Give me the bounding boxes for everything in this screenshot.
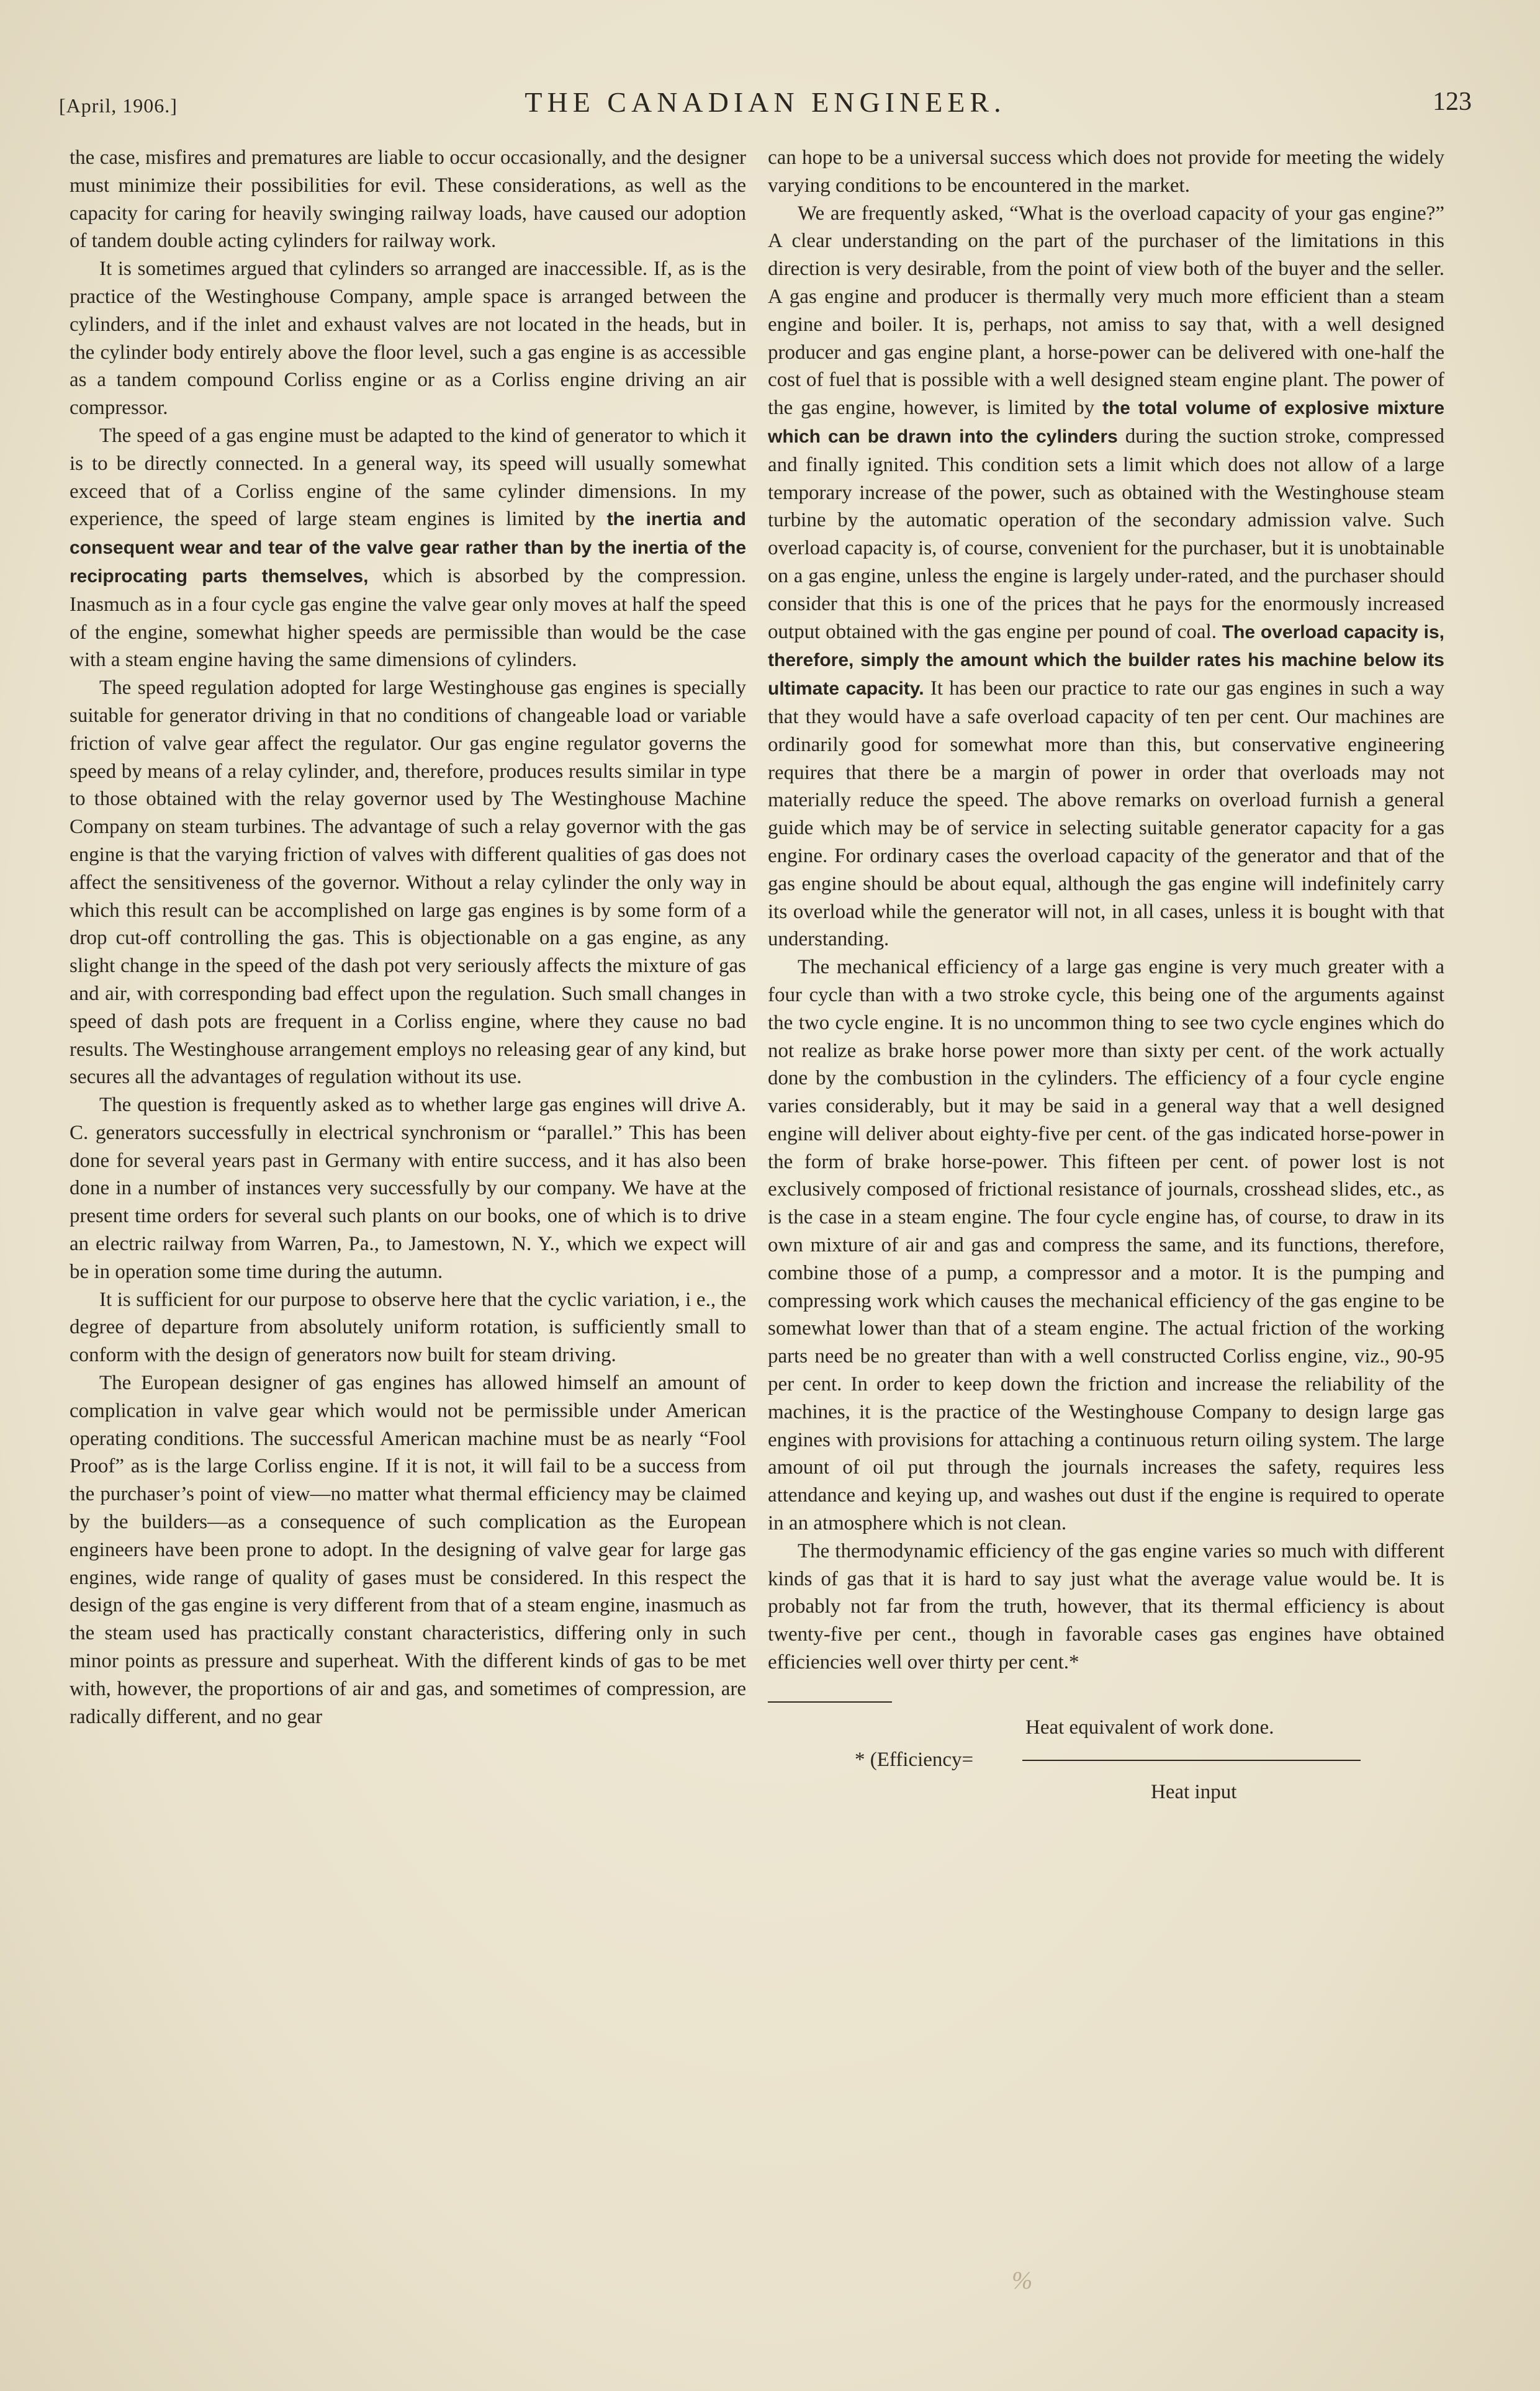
paragraph-text: It has been our practice to rate our gas engines in such a way that they would have a safe overload capacity of ten per cent. Our machines are ordinarily good for somewhat more than this, but conservative engineering requires that there be a margin of power in order that overloads may not materially reduce the speed. The above remarks on overload furnish a general guide which may be of service in selecting suitable generator capacity for a gas engine. For ordinary cases the overload capacity of the generator and that of the gas engine should be about equal, although the gas engine will indefinitely carry its overload while the generator will not, in all cases, unless it is bought with that understanding. <box>768 677 1445 951</box>
paragraph <box>768 200 1444 954</box>
paragraph <box>70 1369 746 1731</box>
footnote <box>768 1709 1444 1802</box>
paragraph <box>70 422 746 674</box>
bold-emphasis: the inertia and consequent wear and tear of the valve gear rather than by the inertia of the reciprocating parts themselves, <box>70 509 746 587</box>
paragraph-text: during the suction stroke, compressed and finally ignited. This condition sets a limit which does not allow of a large temporary increase of the power, such as obtained with the Westinghouse steam turbine by the automatic operation of the secondary admission valve. Such overload capacity is, of course, convenient for the purchaser, but it is unobtainable on a gas engine, unless the engine is largely under-rated, and the purchaser should consider that this is one of the prices that he pays for the enormously increased output obtained with the gas engine per pound of coal. <box>768 425 1444 643</box>
paragraph-text: can hope to be a universal success which does not provide for meeting the widely varying conditions to be encountered in the market. <box>768 146 1444 197</box>
right-column <box>768 144 1444 1802</box>
paragraph-text: the case, misfires and prematures are liable to occur occasionally, and the designer must minimize their possibilities for evil. These considerations, as well as the capacity for caring for heavily swinging railway loads, have caused our adoption of tandem double acting cylinders for railway work. <box>70 146 746 253</box>
footnote-label: * (Efficiency= <box>855 1748 974 1771</box>
running-header <box>59 86 1472 125</box>
fraction-bar <box>1022 1760 1361 1761</box>
paragraph <box>70 1091 746 1286</box>
paragraph <box>70 1286 746 1369</box>
ink-smudge: % <box>1012 2266 1033 2294</box>
paragraph-text: We are frequently asked, “What is the overload capacity of your gas engine?” A clear understanding on the part of the purchaser of the limitations in this direction is very desirable, from the point of view both of the buyer and the seller. A gas engine and producer is thermally very much more efficient than a steam engine and boiler. It is, perhaps, not amiss to say that, with a well designed producer and gas engine plant, a horse-power can be delivered with one-half the cost of fuel that is possible with a well designed steam engine plant. The power of the gas engine, however, is limited by <box>768 202 1444 420</box>
page-number: 123 <box>1433 88 1472 116</box>
paragraph-text: It is sufficient for our purpose to observe here that the cyclic variation, i e., the degree of departure from absolutely uniform rotation, is sufficiently small to conform with the design of generators now built for steam driving. <box>70 1288 746 1367</box>
issue-date: [April, 1906.] <box>59 94 178 117</box>
paragraph-text: The speed regulation adopted for large Westinghouse gas engines is specially suitable for generator driving in that no conditions of changeable load or variable friction of valve gear affect the regulator. Our gas engine regulator governs the speed by means of a relay cylinder, and, therefore, produces results similar in type to those obtained with the relay governor used by The Westinghouse Machine Company on steam turbines. The advantage of such a relay governor with the gas engine is that the varying friction of valves with different qualities of gas does not affect the sensitiveness of the governor. Without a relay cylinder the only way in which this result can be accomplished on large gas engines is by some form of a drop cut-off controlling the gas. This is objectionable on a gas engine, as any slight change in the speed of the dash pot very seriously affects the mixture of gas and air, with corresponding bad effect upon the regulation. Such small changes in speed of dash pots are frequent in a Corliss engine, where they cause no bad results. The Westinghouse arrangement employs no releasing gear of any kind, but secures all the advantages of regulation without its use. <box>70 677 746 1089</box>
paragraph-text: The mechanical efficiency of a large gas engine is very much greater with a four cycle than with a two stroke cycle, this being one of the arguments against the two cycle engine. It is no uncommon thing to see two cycle engines which do not realize as brake horse power more than sixty per cent. of the work actually done by the combustion in the cylinders. The efficiency of a four cycle engine varies considerably, but it may be said in a general way that a well designed engine will deliver about eighty-five per cent. of the gas indicated horse-power in the form of brake horse-power. This fifteen per cent. of power lost is not exclusively composed of frictional resistance of journals, crosshead slides, etc., as is the case in a steam engine. The four cycle engine has, of course, to draw in its own mixture of air and gas and compress the same, and its functions, therefore, combine those of a pump, a compressor and a motor. It is the pumping and compressing work which causes the mechanical efficiency of the gas engine to be somewhat lower than that of a steam engine. The actual friction of the working parts need be no greater than with a well constructed Corliss engine, viz., 90-95 per cent. In order to keep down the friction and increase the reliability of the machines, it is the practice of the Westinghouse Company to design large gas engines with provisions for attaching a continuous return oiling system. The large amount of oil put through the journals increases the safety, requires less attendance and keying up, and washes out dust if the engine is required to operate in an atmosphere which is not clean. <box>768 956 1444 1535</box>
paragraph <box>768 144 1444 200</box>
paragraph <box>768 1538 1444 1677</box>
footnote-numerator: Heat equivalent of work done. <box>1025 1716 1274 1739</box>
paragraph-text: The speed of a gas engine must be adapted to the kind of generator to which it is to be directly connected. In a general way, its speed will usually somewhat exceed that of a Corliss engine of the same cylinder dimensions. In my experience, the speed of large steam engines is limited by <box>70 424 746 531</box>
journal-title: THE CANADIAN ENGINEER. <box>525 86 1006 118</box>
paragraph <box>70 674 746 1091</box>
paragraph <box>70 144 746 255</box>
paragraph-text: It is sometimes argued that cylinders so arranged are inaccessible. If, as is the practice of the Westinghouse Company, ample space is arranged between the cylinders, and if the inlet and exhaust valves are not located in the heads, but in the cylinder body entirely above the floor level, such a gas engine is as accessible as a tandem compound Corliss engine or as a Corliss engine driving an air compressor. <box>70 258 746 420</box>
footnote-rule <box>768 1701 892 1703</box>
paragraph <box>70 255 746 422</box>
footnote-denominator: Heat input <box>1151 1780 1237 1803</box>
paragraph-text: The European designer of gas engines has allowed himself an amount of complication in valve gear which would not be permissible under American operating conditions. The successful American machine must be as nearly “Fool Proof” as is the large Corliss engine. If it is not, it will fail to be a success from the purchaser’s point of view—no matter what thermal efficiency may be claimed by the builders—as a consequence of such complication as the European engineers have been prone to adopt. In the designing of valve gear for large gas engines, wide range of quality of gases must be considered. In this respect the design of the gas engine is very different from that of a steam engine, inasmuch as the steam used has practically constant characteristics, differing only in such minor points as pressure and superheat. With the different kinds of gas to be met with, however, the proportions of air and gas, and sometimes of compression, are radically different, and no gear <box>70 1372 746 1728</box>
left-column <box>70 144 746 1731</box>
paragraph-text: The question is frequently asked as to whether large gas engines will drive A. C. generators successfully in electrical synchronism or “parallel.” This has been done for several years past in Germany with entire success, and it has also been done in a number of instances very successfully by our company. We have at the present time orders for several such plants on our books, one of which is to drive an electric railway from Warren, Pa., to Jamestown, N. Y., which we expect will be in operation some time during the autumn. <box>70 1094 746 1283</box>
bold-emphasis: The overload capacity is, therefore, simply the amount which the builder rates his machine below its ultimate capacity. <box>768 621 1444 700</box>
paragraph <box>768 953 1444 1538</box>
bold-emphasis: the total volume of explosive mixture which can be drawn into the cylinders <box>768 398 1445 447</box>
paragraph-text: The thermodynamic efficiency of the gas engine varies so much with different kinds of gas that it is hard to say just what the average value would be. It is probably not far from the truth, however, that its thermal efficiency is about twenty-five per cent., though in favorable cases gas engines have obtained efficiencies well over thirty per cent.* <box>768 1539 1444 1674</box>
paragraph-text: which is absorbed by the compression. Inasmuch as in a four cycle gas engine the valve gear only moves at half the speed of the engine, somewhat higher speeds are permissible than would be the case with a steam engine having the same dimensions of cylinders. <box>70 564 746 672</box>
